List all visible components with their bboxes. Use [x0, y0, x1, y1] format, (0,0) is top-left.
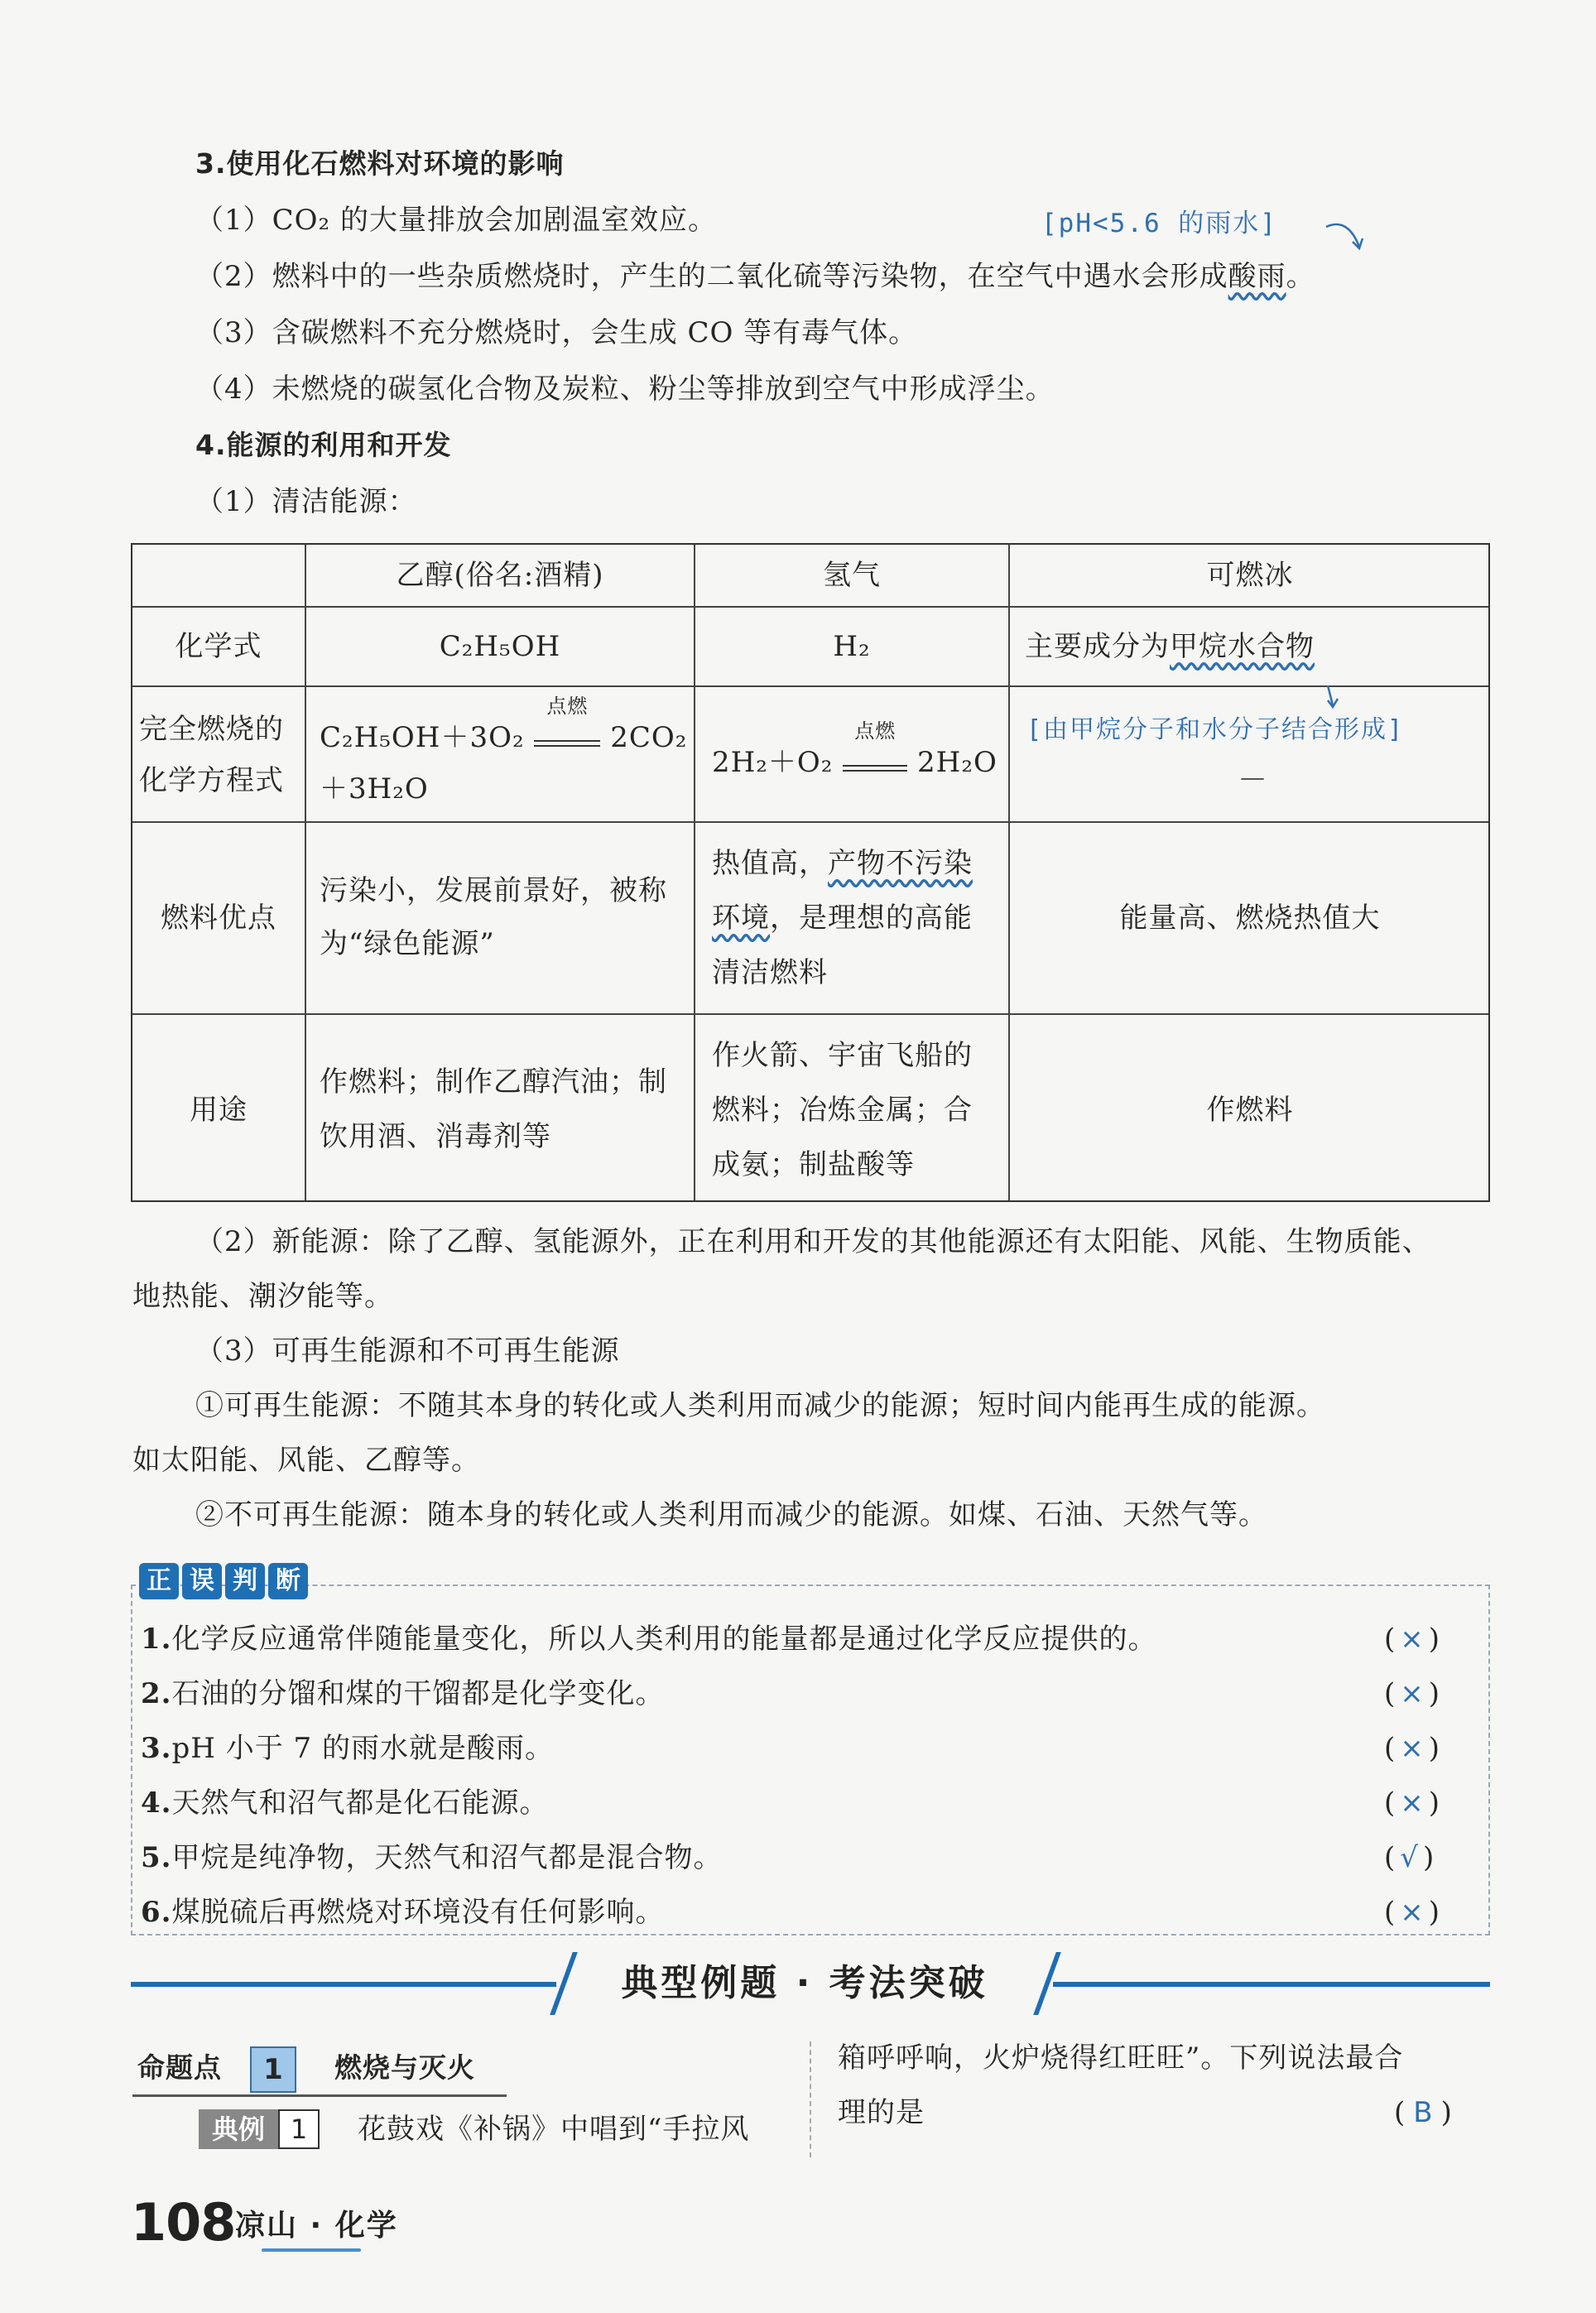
sec3-line-2-end: 。 — [1286, 260, 1315, 293]
ph-annotation: [pH<5.6 的雨水] — [1041, 209, 1277, 238]
equation-ethanol-arrow — [534, 695, 600, 747]
row-label-equation-1: 完全燃烧的 — [139, 713, 284, 746]
nonrenewable-line: ②不可再生能源：随本身的转化或人类利用而减少的能源。如煤、石油、天然气等。 — [195, 1498, 1267, 1532]
example-text-right-1: 箱呼呼响，火炉烧得红旺旺”。下列说法最合 — [838, 2041, 1404, 2075]
judge-answer-6-mark: × — [1400, 1896, 1429, 1929]
equation-ethanol-1 — [320, 695, 688, 765]
judge-item-2-num: 2. — [141, 1677, 172, 1710]
equation-ice: — — [1240, 763, 1265, 792]
use-hydrogen-2: 燃料；冶炼金属；合 — [712, 1094, 973, 1127]
judge-item-4-text: 天然气和沼气都是化石能源。 — [171, 1786, 549, 1820]
judge-answer-4-mark: × — [1400, 1786, 1429, 1820]
topic-underline — [132, 2094, 507, 2097]
environment-term: 环境 — [712, 902, 770, 935]
ice-annotation-arrow-icon — [1321, 682, 1346, 715]
row-label-equation — [139, 704, 284, 806]
example-badge: 典例 — [199, 2109, 278, 2149]
section-3-title: 3.使用化石燃料对环境的影响 — [195, 147, 565, 180]
judge-item-2 — [141, 1676, 665, 1712]
advantage-ethanol — [320, 864, 667, 970]
advantage-hydrogen-3: 清洁燃料 — [712, 956, 828, 989]
formula-ice — [1025, 619, 1315, 674]
judge-item-2-text: 石油的分馏和煤的干馏都是化学变化。 — [171, 1677, 665, 1710]
equation-ethanol-condition: 点燃 — [546, 695, 589, 718]
advantage-hydrogen-2b: ，是理想的高能 — [770, 902, 973, 935]
sec3-line-3: （3）含碳燃料不充分燃烧时，会生成 CO 等有毒气体。 — [195, 316, 918, 349]
equation-ethanol-2: ＋3H₂O — [320, 772, 429, 805]
sec3-line-4: （4）未燃烧的碳氢化合物及炭粒、粉尘等排放到空气中形成浮尘。 — [195, 373, 1055, 406]
topic-title: 燃烧与灭火 — [334, 2051, 475, 2084]
judge-answer-6: (×) — [1384, 1896, 1445, 1929]
judge-answer-4: (×) — [1384, 1786, 1445, 1820]
equation-ethanol-reactants: C₂H₅OH＋3O₂ — [320, 721, 525, 754]
footer-text: 凉山 · 化学 — [235, 2209, 398, 2243]
equation-hydrogen-product: 2H₂O — [917, 746, 997, 779]
row-label-equation-2: 化学方程式 — [139, 764, 284, 797]
judge-badge-2: 误 — [182, 1563, 222, 1599]
use-hydrogen-3: 成氨；制盐酸等 — [712, 1148, 915, 1181]
equation-hydrogen-condition: 点燃 — [854, 719, 897, 743]
example-answer-mark: B — [1413, 2096, 1441, 2129]
use-hydrogen-1: 作火箭、宇宙飞船的 — [712, 1039, 973, 1072]
judge-answer-1: (×) — [1384, 1623, 1445, 1656]
footer-rule — [262, 2248, 361, 2252]
judge-item-1-num: 1. — [141, 1623, 172, 1656]
header-combustible-ice: 可燃冰 — [1206, 559, 1294, 592]
judge-badge-1: 正 — [139, 1563, 179, 1599]
judge-answer-5-mark: √ — [1400, 1841, 1423, 1874]
judge-item-1 — [141, 1621, 1157, 1657]
judge-item-4-num: 4. — [141, 1786, 172, 1820]
judge-item-4 — [141, 1785, 549, 1821]
judge-answer-1-mark: × — [1400, 1623, 1429, 1656]
judge-item-5-num: 5. — [141, 1841, 172, 1874]
no-pollution-term: 产物不污染 — [828, 847, 973, 880]
topic-number: 1 — [250, 2046, 296, 2093]
sec3-line-2-text: （2）燃料中的一些杂质燃烧时，产生的二氧化硫等污染物，在空气中遇水会形成 — [195, 260, 1228, 293]
row-label-advantage: 燃料优点 — [161, 902, 276, 935]
judge-item-5-text: 甲烷是纯净物，天然气和沼气都是混合物。 — [171, 1841, 723, 1874]
example-text-right-2: 理的是 — [838, 2096, 925, 2129]
advantage-ethanol-2: 为“绿色能源” — [320, 927, 495, 960]
ice-annotation: [由甲烷分子和水分子结合形成] — [1026, 715, 1405, 744]
advantage-hydrogen-1 — [712, 836, 973, 891]
section-banner: 典型例题 · 考法突破 — [556, 1954, 1053, 2013]
header-ethanol: 乙醇(俗名:酒精) — [396, 559, 604, 592]
acid-rain-term: 酸雨 — [1228, 260, 1286, 293]
judge-answer-3-mark: × — [1400, 1732, 1429, 1765]
judge-item-3-num: 3. — [141, 1732, 172, 1765]
judge-item-6-num: 6. — [141, 1896, 172, 1929]
renewable-line-1: ①可再生能源：不随其本身的转化或人类利用而减少的能源；短时间内能再生成的能源。 — [195, 1389, 1325, 1422]
use-ethanol-2: 饮用酒、消毒剂等 — [320, 1120, 551, 1153]
advantage-hydrogen-2 — [712, 891, 973, 945]
judge-item-3 — [141, 1730, 554, 1767]
judge-item-3-text: pH 小于 7 的雨水就是酸雨。 — [171, 1732, 554, 1765]
judge-item-5 — [141, 1839, 723, 1876]
equation-hydrogen-arrow — [843, 719, 907, 772]
example-answer: (B) — [1394, 2096, 1460, 2129]
use-ethanol — [320, 1055, 667, 1164]
judge-answer-2-mark: × — [1400, 1677, 1429, 1710]
formula-ethanol: C₂H₅OH — [439, 630, 561, 663]
sec3-line-1: （1）CO₂ 的大量排放会加剧温室效应。 — [195, 204, 717, 237]
judge-answer-5: (√) — [1384, 1841, 1440, 1874]
section-4-title: 4.能源的利用和开发 — [195, 429, 452, 461]
sec3-line-2 — [195, 258, 1315, 295]
equation-hydrogen — [712, 719, 997, 790]
formula-ice-prefix: 主要成分为 — [1025, 630, 1170, 663]
advantage-hydrogen — [712, 836, 973, 1000]
header-hydrogen: 氢气 — [823, 559, 881, 592]
new-energy-line-2: 地热能、潮汐能等。 — [132, 1280, 393, 1313]
renewable-heading: （3）可再生能源和不可再生能源 — [195, 1334, 620, 1368]
judge-item-1-text: 化学反应通常伴随能量变化，所以人类利用的能量都是通过化学反应提供的。 — [171, 1623, 1157, 1656]
advantage-hydrogen-1a: 热值高， — [712, 847, 828, 880]
sec4-sub-1: （1）清洁能源： — [195, 485, 417, 518]
use-ice: 作燃料 — [1206, 1094, 1294, 1127]
page-number: 108 — [131, 2192, 236, 2253]
new-energy-line-1: （2）新能源：除了乙醇、氢能源外，正在利用和开发的其他能源还有太阳能、风能、生物质能、 — [195, 1225, 1431, 1258]
row-label-formula: 化学式 — [175, 630, 262, 663]
example-number: 1 — [278, 2109, 320, 2149]
judge-badge-3: 判 — [225, 1563, 265, 1599]
use-hydrogen — [712, 1028, 973, 1192]
clean-energy-table — [131, 543, 1490, 1202]
judge-item-6-text: 煤脱硫后再燃烧对环境没有任何影响。 — [171, 1896, 665, 1929]
judge-answer-3: (×) — [1384, 1732, 1445, 1765]
judge-item-6 — [141, 1894, 665, 1931]
example-text-left: 花鼓戏《补锅》中唱到“手拉风 — [358, 2113, 750, 2146]
equation-hydrogen-reactants: 2H₂＋O₂ — [712, 746, 834, 779]
advantage-ethanol-1: 污染小，发展前景好，被称 — [320, 874, 667, 907]
column-separator — [810, 2041, 811, 2157]
equation-ethanol-product-1: 2CO₂ — [610, 721, 688, 754]
judge-answer-2: (×) — [1384, 1677, 1445, 1710]
topic-label: 命题点 — [137, 2051, 222, 2084]
advantage-ice: 能量高、燃烧热值大 — [1119, 902, 1381, 935]
row-label-use: 用途 — [190, 1094, 248, 1127]
judge-badge-4: 断 — [268, 1563, 308, 1599]
use-ethanol-1: 作燃料；制作乙醇汽油；制 — [320, 1065, 667, 1099]
formula-hydrogen: H₂ — [833, 630, 871, 663]
renewable-line-2: 如太阳能、风能、乙醇等。 — [132, 1444, 480, 1477]
annotation-arrow-icon — [1323, 217, 1369, 258]
methane-hydrate-term: 甲烷水合物 — [1170, 630, 1315, 663]
